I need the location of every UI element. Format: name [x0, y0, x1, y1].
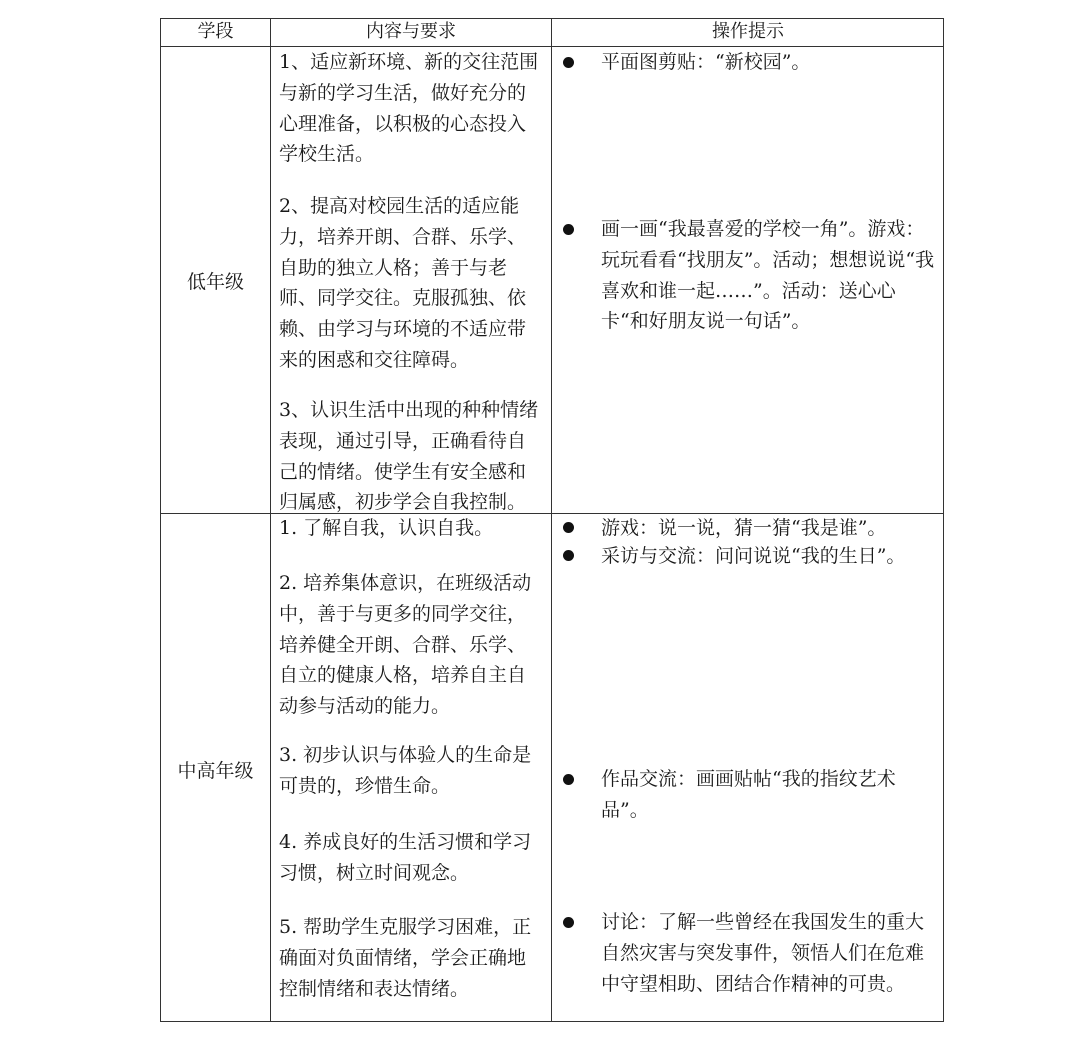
content-item: 1、适应新环境、新的交往范围与新的学习生活，做好充分的心理准备，以积极的心态投入学校生活。 [279, 51, 539, 166]
bullet-icon [563, 917, 574, 928]
tip-item: 作品交流：画画贴帖“我的指纹艺术品”。 [601, 768, 896, 821]
tip-item: 平面图剪贴：“新校园”。 [601, 51, 811, 73]
stage-label-lower: 低年级 [186, 271, 244, 293]
bullet-icon [563, 774, 574, 785]
tip-item: 讨论：了解一些曾经在我国发生的重大自然灾害与突发事件，领悟人们在危难中守望相助、团结合作精神的可贵。 [601, 911, 925, 995]
content-item: 5. 帮助学生克服学习困难，正确面对负面情绪，学会正确地控制情绪和表达情绪。 [279, 916, 532, 1000]
header-content: 内容与要求 [366, 21, 456, 42]
bullet-icon [563, 57, 574, 68]
content-item: 2、提高对校园生活的适应能力，培养开朗、合群、乐学、自助的独立人格；善于与老师、同学交往。克服孤独、依赖、由学习与环境的不适应带来的困惑和交往障碍。 [279, 195, 527, 371]
stage-label-upper: 中高年级 [177, 760, 254, 782]
bullet-icon [563, 550, 574, 561]
content-item: 2. 培养集体意识，在班级活动中，善于与更多的同学交往，培养健全开朗、合群、乐学、自立的健康人格，培养自主自动参与活动的能力。 [279, 572, 532, 718]
content-item: 4. 养成良好的生活习惯和学习习惯，树立时间观念。 [279, 831, 532, 884]
curriculum-table [160, 18, 944, 1022]
bullet-icon [563, 224, 574, 235]
header-stage: 学段 [197, 21, 234, 42]
column-divider [551, 19, 552, 1021]
content-item: 3、认识生活中出现的种种情绪表现，通过引导，正确看待自己的情绪。使学生有安全感和归属感，初步学会自我控制。 [279, 399, 539, 514]
column-divider [270, 19, 271, 1021]
bullet-icon [563, 522, 574, 533]
header-tips: 操作提示 [712, 21, 784, 42]
tip-item: 采访与交流：问问说说“我的生日”。 [601, 545, 906, 567]
content-item: 3. 初步认识与体验人的生命是可贵的，珍惜生命。 [279, 744, 532, 797]
tip-item: 游戏：说一说，猜一猜“我是谁”。 [601, 517, 887, 539]
content-item: 1. 了解自我，认识自我。 [279, 517, 494, 539]
tip-item: 画一画“我最喜爱的学校一角”。游戏：玩玩看看“找朋友”。活动；想想说说“我喜欢和谁一起……”。活动：送心心卡“和好朋友说一句话”。 [601, 218, 935, 333]
